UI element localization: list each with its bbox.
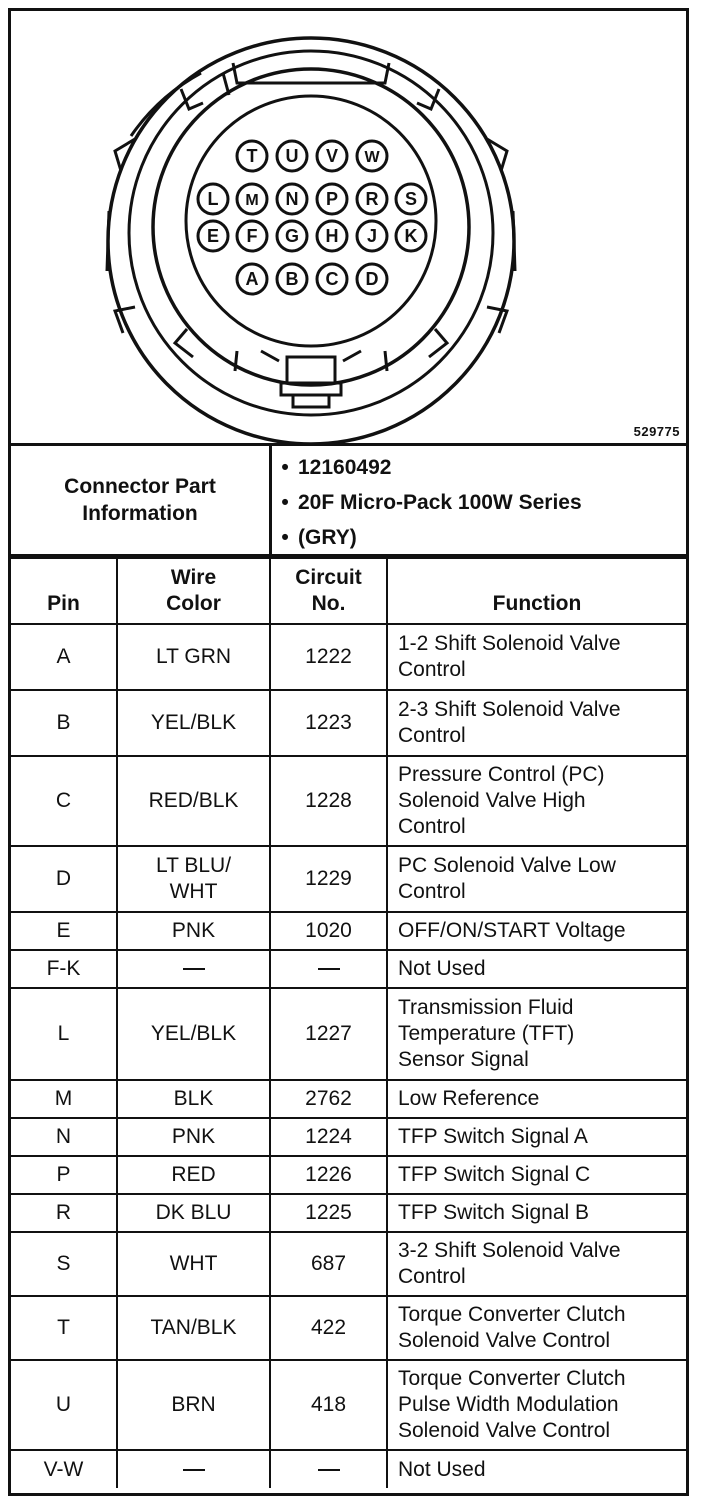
function-cell: TFP Switch Signal A <box>387 1118 686 1156</box>
pinout-row-m <box>11 1080 686 1118</box>
circuit-number-cell: 1229 <box>270 846 387 912</box>
pinout-table <box>11 557 686 1488</box>
pin-cell: F-K <box>11 950 117 988</box>
circuit-number-cell: 1223 <box>270 690 387 756</box>
pin-cavity-label: V <box>325 146 339 166</box>
wire-color-cell: LT BLU/ WHT <box>117 846 270 912</box>
header-circuit-no: Circuit No. <box>270 558 387 624</box>
pin-cavity-label: K <box>404 226 418 246</box>
empty-dash <box>318 1469 340 1471</box>
pin-cell: C <box>11 756 117 846</box>
function-cell: Torque Converter Clutch Pulse Width Modulation Solenoid Valve Control <box>387 1360 686 1450</box>
circuit-number-cell: 1226 <box>270 1156 387 1194</box>
figure-id-number: 529775 <box>633 424 680 439</box>
pin-cavity-j <box>357 221 387 251</box>
circuit-number-cell: 422 <box>270 1296 387 1360</box>
pin-cavity-k <box>396 221 426 251</box>
circuit-number-cell: 418 <box>270 1360 387 1450</box>
wire-color-cell: BLK <box>117 1080 270 1118</box>
pin-cavity-f <box>237 221 267 251</box>
pin-cavity-t <box>237 141 267 171</box>
pinout-row-r <box>11 1194 686 1232</box>
function-cell: Not Used <box>387 1450 686 1488</box>
connector-part-information <box>11 446 686 557</box>
wire-color-cell: RED/BLK <box>117 756 270 846</box>
function-cell: Not Used <box>387 950 686 988</box>
circuit-number-cell: 687 <box>270 1232 387 1296</box>
pin-cavity-label: T <box>246 146 258 166</box>
pin-cavity-label: B <box>285 269 299 289</box>
connector-series-item <box>272 485 684 520</box>
pin-cell: M <box>11 1080 117 1118</box>
pin-cavity-label: N <box>285 189 299 209</box>
part-info-label <box>11 446 272 554</box>
empty-dash <box>183 1469 205 1471</box>
wire-color-cell: YEL/BLK <box>117 988 270 1080</box>
circuit-number-cell: 1225 <box>270 1194 387 1232</box>
pinout-row-v-w <box>11 1450 686 1488</box>
pin-cavity-r <box>357 184 387 214</box>
pinout-row-f-k <box>11 950 686 988</box>
wire-color-cell <box>117 950 270 988</box>
pinout-row-t <box>11 1296 686 1360</box>
pin-cavity-b <box>277 264 307 294</box>
function-cell: Pressure Control (PC) Solenoid Valve High Control <box>387 756 686 846</box>
function-cell: PC Solenoid Valve Low Control <box>387 846 686 912</box>
pin-cell: U <box>11 1360 117 1450</box>
pinout-row-u <box>11 1360 686 1450</box>
function-cell: OFF/ON/START Voltage <box>387 912 686 950</box>
pin-cavity-s <box>396 184 426 214</box>
circuit-number-cell: 1224 <box>270 1118 387 1156</box>
pinout-row-c <box>11 756 686 846</box>
pin-cavity-w <box>357 141 387 171</box>
pin-cell: D <box>11 846 117 912</box>
pin-cavity-h <box>317 221 347 251</box>
circuit-number-cell: 1227 <box>270 988 387 1080</box>
pinout-row-p <box>11 1156 686 1194</box>
part-info-label-line2: Information <box>82 502 198 525</box>
pin-cavity-v <box>317 141 347 171</box>
pin-cavity-label: L <box>207 189 219 209</box>
wire-color-cell: PNK <box>117 912 270 950</box>
pinout-row-n <box>11 1118 686 1156</box>
pin-cavity-n <box>277 184 307 214</box>
wire-color-cell: BRN <box>117 1360 270 1450</box>
connector-sheet <box>8 8 689 1496</box>
function-cell: 3-2 Shift Solenoid Valve Control <box>387 1232 686 1296</box>
pin-cavities <box>198 141 426 294</box>
pin-cavity-label: U <box>285 146 299 166</box>
pin-cell: L <box>11 988 117 1080</box>
pin-cavity-label: H <box>325 226 339 246</box>
pin-cavity-label: A <box>245 269 259 289</box>
wire-color-cell: LT GRN <box>117 624 270 690</box>
circuit-number-cell: 1222 <box>270 624 387 690</box>
pin-cavity-label: R <box>365 189 379 209</box>
wire-color-cell: RED <box>117 1156 270 1194</box>
function-cell: TFP Switch Signal B <box>387 1194 686 1232</box>
pin-cell: B <box>11 690 117 756</box>
pinout-header-row <box>11 558 686 624</box>
bullet: • <box>281 491 289 514</box>
part-info-list <box>272 450 684 555</box>
pin-cavity-label: G <box>284 226 300 246</box>
bullet: • <box>281 526 289 549</box>
pin-cavity-label: D <box>365 269 379 289</box>
pin-cell: S <box>11 1232 117 1296</box>
pinout-row-a <box>11 624 686 690</box>
wire-color-cell: TAN/BLK <box>117 1296 270 1360</box>
connector-color: (GRY) <box>298 526 357 549</box>
function-cell: TFP Switch Signal C <box>387 1156 686 1194</box>
pinout-row-l <box>11 988 686 1080</box>
pin-cavity-e <box>198 221 228 251</box>
pin-cavity-label: J <box>366 226 378 246</box>
pinout-row-b <box>11 690 686 756</box>
pin-cell: P <box>11 1156 117 1194</box>
pinout-row-d <box>11 846 686 912</box>
bullet: • <box>281 456 289 479</box>
part-info-label-line1: Connector Part <box>64 475 216 498</box>
connector-series: 20F Micro-Pack 100W Series <box>298 491 582 514</box>
circuit-number-cell: 1228 <box>270 756 387 846</box>
pinout-rows <box>11 624 686 1488</box>
pin-cavity-a <box>237 264 267 294</box>
empty-dash <box>183 968 205 970</box>
part-number: 12160492 <box>298 456 392 479</box>
pin-cavity-g <box>277 221 307 251</box>
pin-cavity-label: E <box>206 226 220 246</box>
pin-cavity-d <box>357 264 387 294</box>
function-cell: Transmission Fluid Temperature (TFT) Sensor Signal <box>387 988 686 1080</box>
header-pin: Pin <box>11 558 117 624</box>
function-cell: 1-2 Shift Solenoid Valve Control <box>387 624 686 690</box>
pin-cavity-label: W <box>364 149 380 166</box>
pin-cavity-label: M <box>245 192 259 209</box>
pin-cell: E <box>11 912 117 950</box>
part-number-item <box>272 450 684 485</box>
wire-color-cell: YEL/BLK <box>117 690 270 756</box>
pin-cell: A <box>11 624 117 690</box>
pin-cell: V-W <box>11 1450 117 1488</box>
function-cell: Torque Converter Clutch Solenoid Valve Control <box>387 1296 686 1360</box>
function-cell: Low Reference <box>387 1080 686 1118</box>
wire-color-cell: DK BLU <box>117 1194 270 1232</box>
pin-cell: R <box>11 1194 117 1232</box>
pin-cavity-label: S <box>404 189 418 209</box>
pin-cavity-label: C <box>325 269 339 289</box>
circuit-number-cell <box>270 1450 387 1488</box>
pin-cavity-label: P <box>325 189 339 209</box>
connector-color-item <box>272 520 684 555</box>
function-cell: 2-3 Shift Solenoid Valve Control <box>387 690 686 756</box>
pin-cavity-label: F <box>246 226 258 246</box>
pinout-row-e <box>11 912 686 950</box>
wire-color-cell: PNK <box>117 1118 270 1156</box>
connector-face-figure <box>11 11 686 446</box>
pin-cell: T <box>11 1296 117 1360</box>
pin-cavity-m <box>237 184 267 214</box>
pinout-row-s <box>11 1232 686 1296</box>
pin-cavity-l <box>198 184 228 214</box>
pin-cavity-c <box>317 264 347 294</box>
header-function: Function <box>387 558 686 624</box>
pin-cell: N <box>11 1118 117 1156</box>
wire-color-cell: WHT <box>117 1232 270 1296</box>
connector-face-drawing <box>11 11 686 443</box>
wire-color-cell <box>117 1450 270 1488</box>
circuit-number-cell <box>270 950 387 988</box>
empty-dash <box>318 968 340 970</box>
circuit-number-cell: 2762 <box>270 1080 387 1118</box>
pin-cavity-u <box>277 141 307 171</box>
circuit-number-cell: 1020 <box>270 912 387 950</box>
header-wire-color: Wire Color <box>117 558 270 624</box>
pin-cavity-p <box>317 184 347 214</box>
